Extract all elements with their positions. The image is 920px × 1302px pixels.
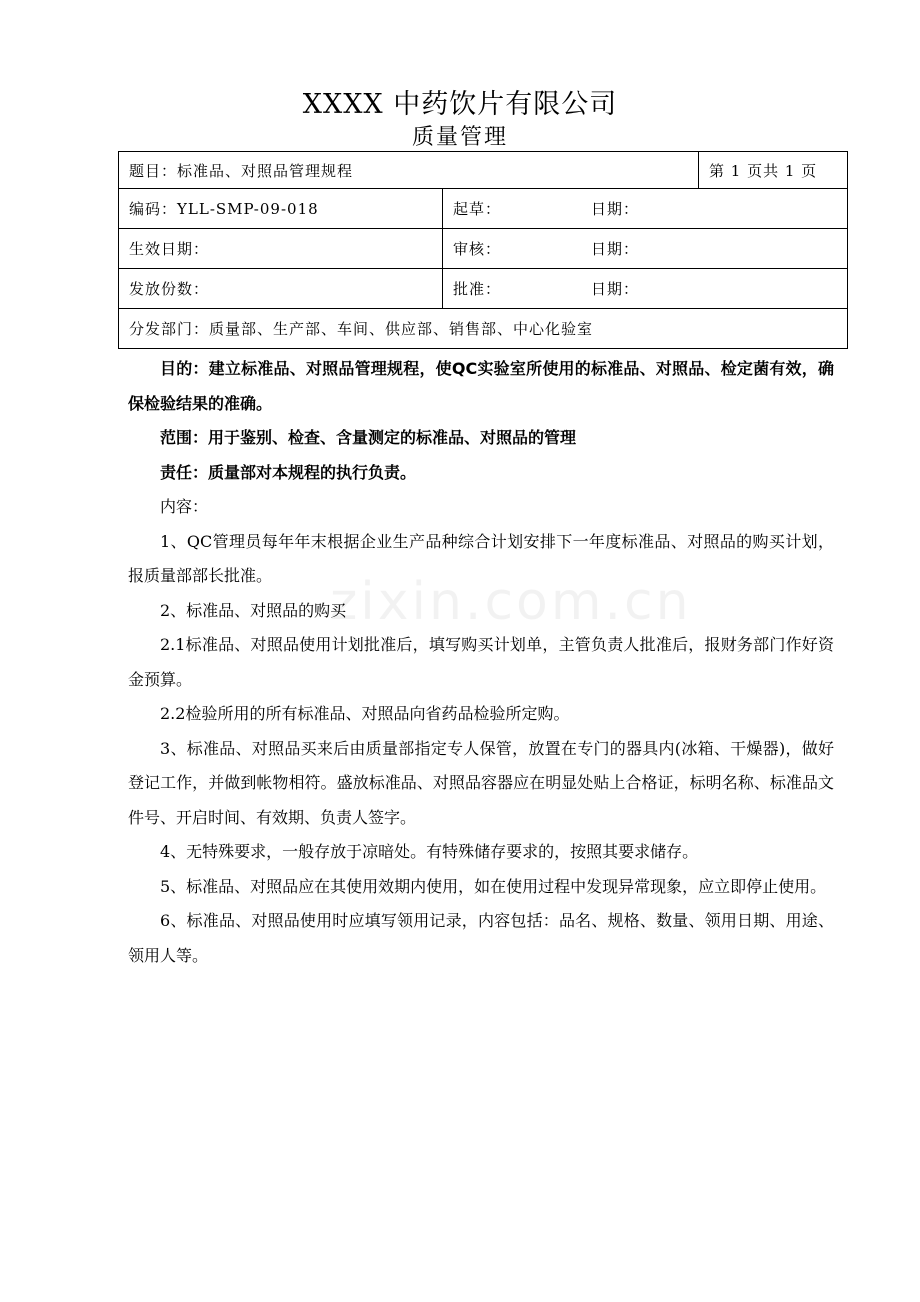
page-info-cell: 第 1 页共 1 页	[699, 152, 848, 189]
content-item: 2.2检验所用的所有标准品、对照品向省药品检验所定购。	[160, 704, 570, 723]
code-cell: 编码：YLL-SMP-09-018	[119, 189, 443, 229]
content-label: 内容：	[160, 497, 209, 516]
copies-cell: 发放份数：	[119, 269, 443, 309]
scope-paragraph: 范围：用于鉴别、检查、含量测定的标准品、对照品的管理	[160, 428, 577, 447]
title-row	[119, 152, 848, 189]
review-cell	[443, 229, 848, 269]
document-title-cell: 题目：标准品、对照品管理规程	[119, 152, 699, 189]
content-item: 3、标准品、对照品买来后由质量部指定专人保管，放置在专门的器具内(冰箱、干燥器)，做好登记工作，并做到帐物相符。盛放标准品、对照品容器应在明显处贴上合格证，标明名称、标准品文件号、开启时间、有效期、负责人签字。	[128, 738, 834, 827]
content-item: 1、QC管理员每年年末根据企业生产品种综合计划安排下一年度标准品、对照品的购买计划，报质量部部长批准。	[128, 531, 834, 585]
content-item: 4、无特殊要求，一般存放于凉暗处。有特殊储存要求的，按照其要求储存。	[160, 842, 699, 861]
section-title: 质量管理	[411, 125, 508, 150]
approve-cell	[443, 269, 848, 309]
content-item: 2.1标准品、对照品使用计划批准后，填写购买计划单，主管负责人批准后，报财务部门作好资金预算。	[128, 635, 834, 689]
purpose-paragraph: 目的：建立标准品、对照品管理规程，使QC实验室所使用的标准品、对照品、检定菌有效，确保检验结果的准确。	[128, 359, 834, 413]
distribution-row	[119, 309, 848, 349]
content-item: 5、标准品、对照品应在其使用效期内使用，如在使用过程中发现异常现象，应立即停止使用。	[160, 876, 827, 896]
distribution-cell: 分发部门：质量部、生产部、车间、供应部、销售部、中心化验室	[119, 309, 848, 349]
content-item: 6、标准品、对照品使用时应填写领用记录，内容包括：品名、规格、数量、领用日期、用途、领用人等。	[128, 911, 834, 965]
code-row	[119, 189, 848, 229]
approve-label: 批准：	[453, 280, 502, 298]
responsibility-paragraph: 责任：质量部对本规程的执行负责。	[160, 462, 417, 482]
draft-cell	[443, 189, 848, 229]
watermark-text: zixin.com.cn	[330, 572, 692, 632]
document-header-table	[118, 151, 848, 349]
effective-row	[119, 229, 848, 269]
review-label: 审核：	[453, 240, 502, 258]
copies-row	[119, 269, 848, 309]
document-body	[128, 352, 834, 973]
approve-date-label: 日期：	[591, 280, 640, 298]
company-title: XXXX 中药饮片有限公司	[302, 89, 618, 120]
effective-date-cell: 生效日期：	[119, 229, 443, 269]
content-item: 2、标准品、对照品的购买	[160, 600, 347, 620]
draft-date-label: 日期：	[591, 200, 640, 218]
draft-label: 起草：	[453, 200, 502, 218]
review-date-label: 日期：	[591, 240, 640, 258]
